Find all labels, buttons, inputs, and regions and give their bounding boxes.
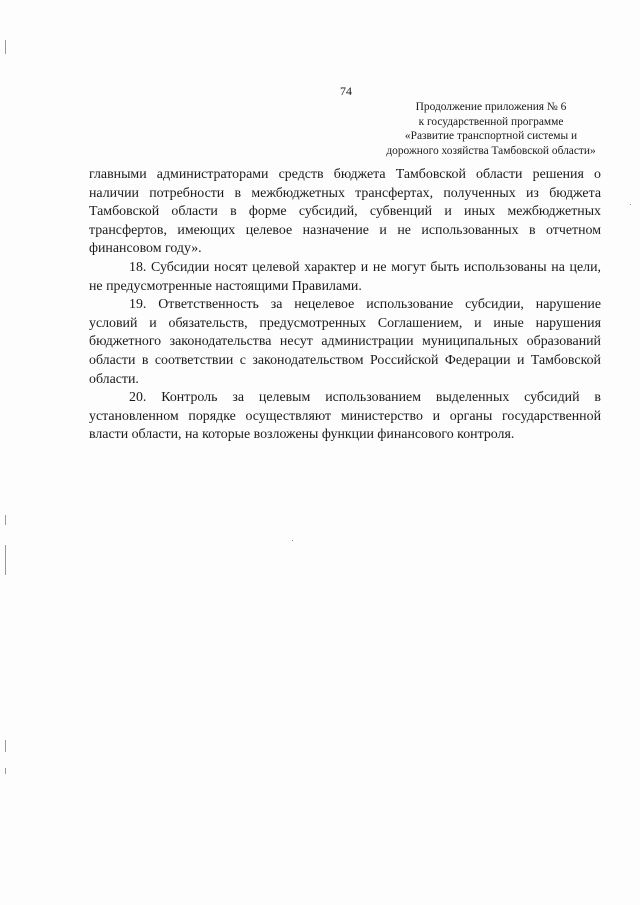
paragraph-19: 19. Ответственность за нецелевое использование субсидии, нарушение условий и обязательств, предусмотренных Соглашением, и иные нарушения бюджетного законодательства несут администрации муниципальных образований области в соответствии с законодательством Российской Федерации и Тамбовской области. [89, 297, 601, 387]
paragraph-18: 18. Субсидии носят целевой характер и не могут быть использованы на цели, не предусмотренные настоящими Правилами. [89, 259, 601, 294]
page-number: 74 [340, 84, 352, 98]
appendix-header-line: к государственной программе [418, 115, 564, 128]
scan-speck [292, 540, 293, 541]
paragraph-continuation: главными администраторами средств бюджета Тамбовской области решения о наличии потребности в межбюджетных трансфертах, полученных из бюджета Тамбовской области в форме субсидий, субвенций и иных межбюджетных трансфертов, имеющих целевое назначение и не использованных в отчетном финансовом году». [89, 167, 601, 257]
scan-mark [5, 768, 6, 774]
scan-mark [5, 515, 6, 525]
scan-mark [5, 545, 6, 575]
paragraph-20: 20. Контроль за целевым использованием выделенных субсидий в установленном порядке осуществляют министерство и органы государственной власти области, на которые возложены функции финансового контроля. [89, 390, 601, 443]
appendix-header-line: Продолжение приложения № 6 [415, 101, 567, 113]
appendix-header [372, 100, 610, 158]
appendix-header-line: «Развитие транспортной системы и [404, 130, 578, 142]
scan-mark [5, 740, 6, 752]
scan-mark [5, 40, 6, 54]
scan-speck [630, 204, 631, 205]
document-body [89, 166, 601, 445]
appendix-header-line: дорожного хозяйства Тамбовской области» [386, 144, 596, 157]
